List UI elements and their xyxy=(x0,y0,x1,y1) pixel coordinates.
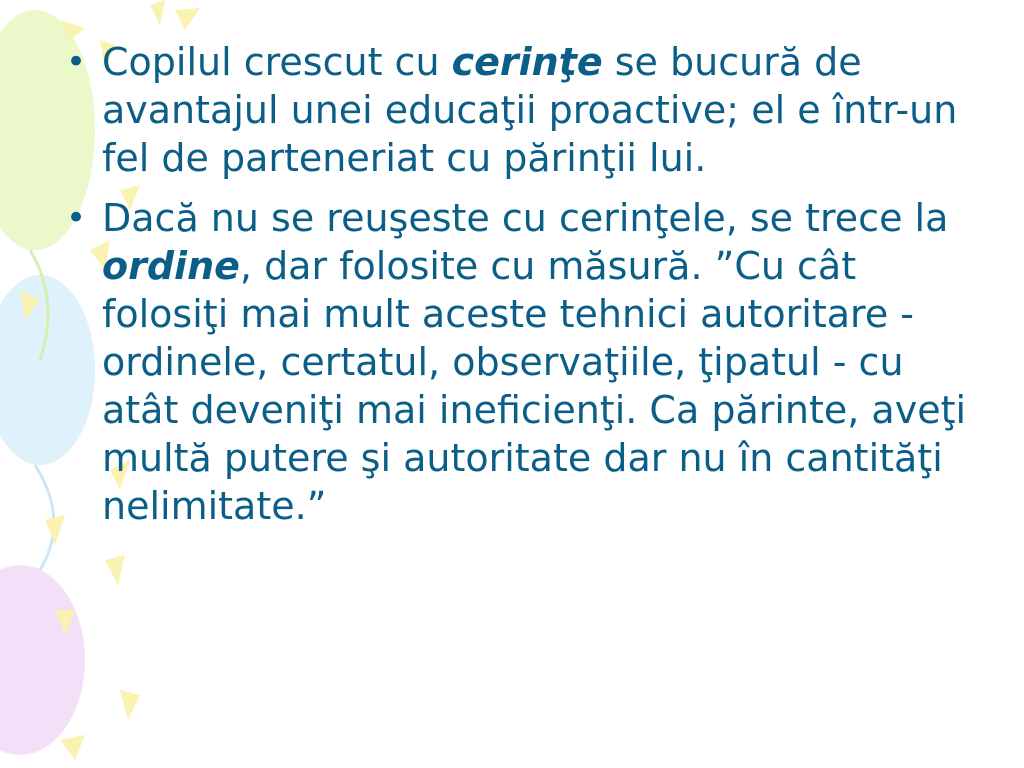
slide-body xyxy=(62,38,982,542)
bullet-marker: • xyxy=(66,198,87,238)
bullet-text: Copilul crescut cu xyxy=(102,40,452,84)
bullet-emphasis: cerinţe xyxy=(451,40,603,84)
bullet-list xyxy=(62,38,982,530)
bullet-text: , dar folosite cu măsură. ”Cu cât folosiţi mai mult aceste tehnici autoritare - ordinele, certatul, observaţiile, ţipatul - cu atât deveniţi mai ineficienţi. Ca părinte, aveţi multă putere şi autoritate dar nu în cantităţi nelimitate.” xyxy=(102,244,967,528)
bullet-emphasis: ordine xyxy=(102,244,240,288)
purple-balloon xyxy=(0,565,85,755)
bullet-text: Dacă nu se reuşeste cu cerinţele, se trece la xyxy=(102,196,949,240)
balloon-string xyxy=(35,465,54,570)
bullet-text: se bucură de avantajul unei educaţii proactive; el e într-un fel de parteneriat cu părinţii lui. xyxy=(102,40,958,180)
bullet-marker: • xyxy=(66,42,87,82)
bullet-item xyxy=(62,194,982,530)
bullet-item xyxy=(62,38,982,182)
